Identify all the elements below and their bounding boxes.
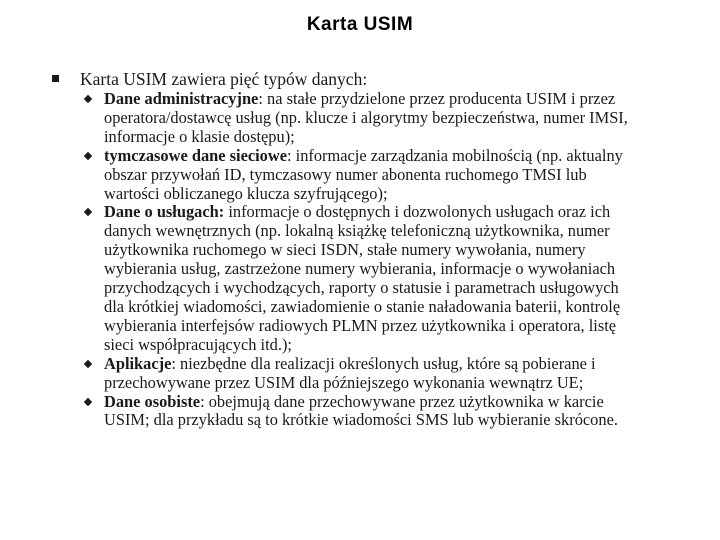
- list-item-administrative-data: [82, 90, 652, 147]
- item-line: sieci współpracujących itd.);: [104, 334, 292, 354]
- item-term: Dane osobiste: [104, 391, 201, 411]
- diamond-bullet-icon: [84, 208, 92, 216]
- diamond-bullet-icon: [84, 397, 92, 405]
- item-text: : niezbędne dla realizacji określonych usług, które są pobierane i: [171, 353, 596, 373]
- list-item-service-data: [82, 203, 652, 354]
- item-line: przychodzących i wychodzących, raporty o statusie i parametrach usługowych: [104, 278, 619, 298]
- item-line: dla krótkiej wiadomości, zawiadomienie o stanie naładowania baterii, kontrolę: [104, 296, 621, 316]
- diamond-bullet-icon: [84, 359, 92, 367]
- item-line: [104, 203, 652, 222]
- item-line: przechowywane przez USIM dla późniejszego wykonania wewnątrz UE;: [104, 372, 584, 392]
- list-item-network-data: [82, 147, 652, 204]
- item-line: [104, 90, 652, 109]
- diamond-bullet-icon: [84, 151, 92, 159]
- list-item-applications: [82, 355, 652, 393]
- item-line: wartości obliczanego klucza szyfrującego);: [104, 183, 388, 203]
- item-term: Aplikacje: [104, 353, 172, 373]
- item-line: USIM; dla przykładu są to krótkie wiadomości SMS lub wybieranie skrócone.: [104, 410, 618, 430]
- slide-title: Karta USIM: [306, 14, 414, 35]
- item-line: obszar przywołań ID, tymczasowy numer abonenta ruchomego TMSI lub: [104, 164, 587, 184]
- item-line: [104, 393, 652, 412]
- item-line: [104, 355, 652, 374]
- item-line: użytkownika ruchomego w sieci ISDN, stałe numery wywołania, numery: [104, 240, 586, 260]
- item-text: : informacje zarządzania mobilnością (np. aktualny: [286, 145, 623, 165]
- item-text: : na stałe przydzielone przez producenta USIM i przez: [258, 89, 616, 108]
- intro-item: [46, 68, 646, 90]
- intro-text: Karta USIM zawiera pięć typów danych:: [80, 69, 368, 89]
- square-bullet-icon: [52, 75, 59, 82]
- item-term: Dane o usługach:: [104, 202, 225, 222]
- item-line: operatora/dostawcę usług (np. klucze i algorytmy bezpieczeństwa, numer IMSI,: [104, 107, 628, 127]
- item-line: [104, 147, 652, 166]
- scanned-text-image: [46, 68, 656, 464]
- item-line: danych wewnętrznych (np. lokalną książkę telefoniczną użytkownika, numer: [104, 221, 610, 241]
- list-item-personal-data: [82, 393, 652, 431]
- diamond-bullet-icon: [84, 95, 92, 103]
- item-line: wybierania usług, zastrzeżone numery wybierania, informacje o wywołaniach: [104, 259, 616, 279]
- item-text: : obejmują dane przechowywane przez użytkownika w karcie: [200, 391, 604, 411]
- data-types-list: [82, 90, 652, 430]
- item-term: Dane administracyjne: [104, 89, 259, 108]
- item-text: informacje o dostępnych i dozwolonych usługach oraz ich: [224, 202, 611, 222]
- item-line: wybierania interfejsów radiowych PLMN przez użytkownika i operatora, listę: [104, 315, 617, 335]
- item-term: tymczasowe dane sieciowe: [104, 145, 287, 165]
- item-line: informacje o klasie dostępu);: [104, 126, 295, 146]
